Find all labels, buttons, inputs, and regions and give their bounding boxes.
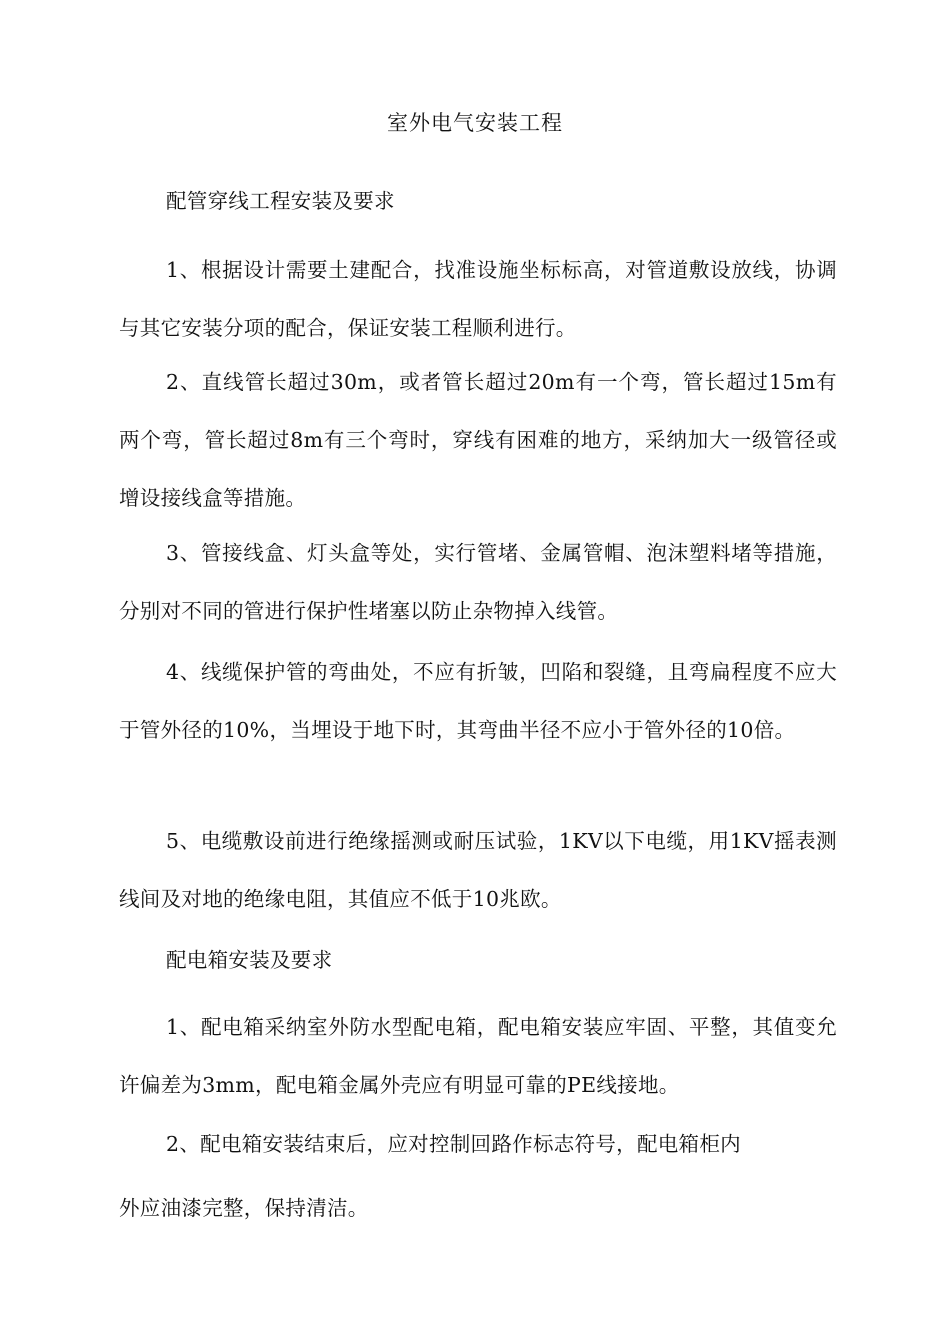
paragraph-box-2-continued: 外应油漆完整，保持清洁。 [119, 1196, 369, 1220]
paragraph-3: 3、管接线盒、灯头盒等处，实行管堵、金属管帽、泡沫塑料堵等措施，分别对不同的管进行保护性堵塞以防止杂物掉入线管。 [119, 541, 837, 623]
document-title: 室外电气安装工程 [387, 111, 563, 135]
paragraph-5: 5、电缆敷设前进行绝缘摇测或耐压试验，1KV以下电缆，用1KV摇表测线间及对地的绝缘电阻，其值应不低于10兆欧。 [119, 829, 837, 911]
paragraph-1: 1、根据设计需要土建配合，找准设施坐标标高，对管道敷设放线，协调与其它安装分项的配合，保证安装工程顺利进行。 [119, 258, 837, 340]
paragraph-2: 2、直线管长超过30m，或者管长超过20m有一个弯，管长超过15m有两个弯，管长超过8m有三个弯时，穿线有困难的地方，采纳加大一级管径或增设接线盒等措施。 [119, 370, 837, 510]
paragraph-box-1: 1、配电箱采纳室外防水型配电箱，配电箱安装应牢固、平整，其值变允许偏差为3mm，配电箱金属外壳应有明显可靠的PE线接地。 [119, 1015, 837, 1097]
paragraph-box-2: 2、配电箱安装结束后，应对控制回路作标志符号，配电箱柜内 [166, 1132, 741, 1156]
section-heading-conduit: 配管穿线工程安装及要求 [166, 189, 395, 213]
paragraph-4: 4、线缆保护管的弯曲处，不应有折皱，凹陷和裂缝，且弯扁程度不应大于管外径的10%，当埋设于地下时，其弯曲半径不应小于管外径的10倍。 [119, 660, 837, 742]
section-heading-distribution-box: 配电箱安装及要求 [166, 948, 333, 972]
